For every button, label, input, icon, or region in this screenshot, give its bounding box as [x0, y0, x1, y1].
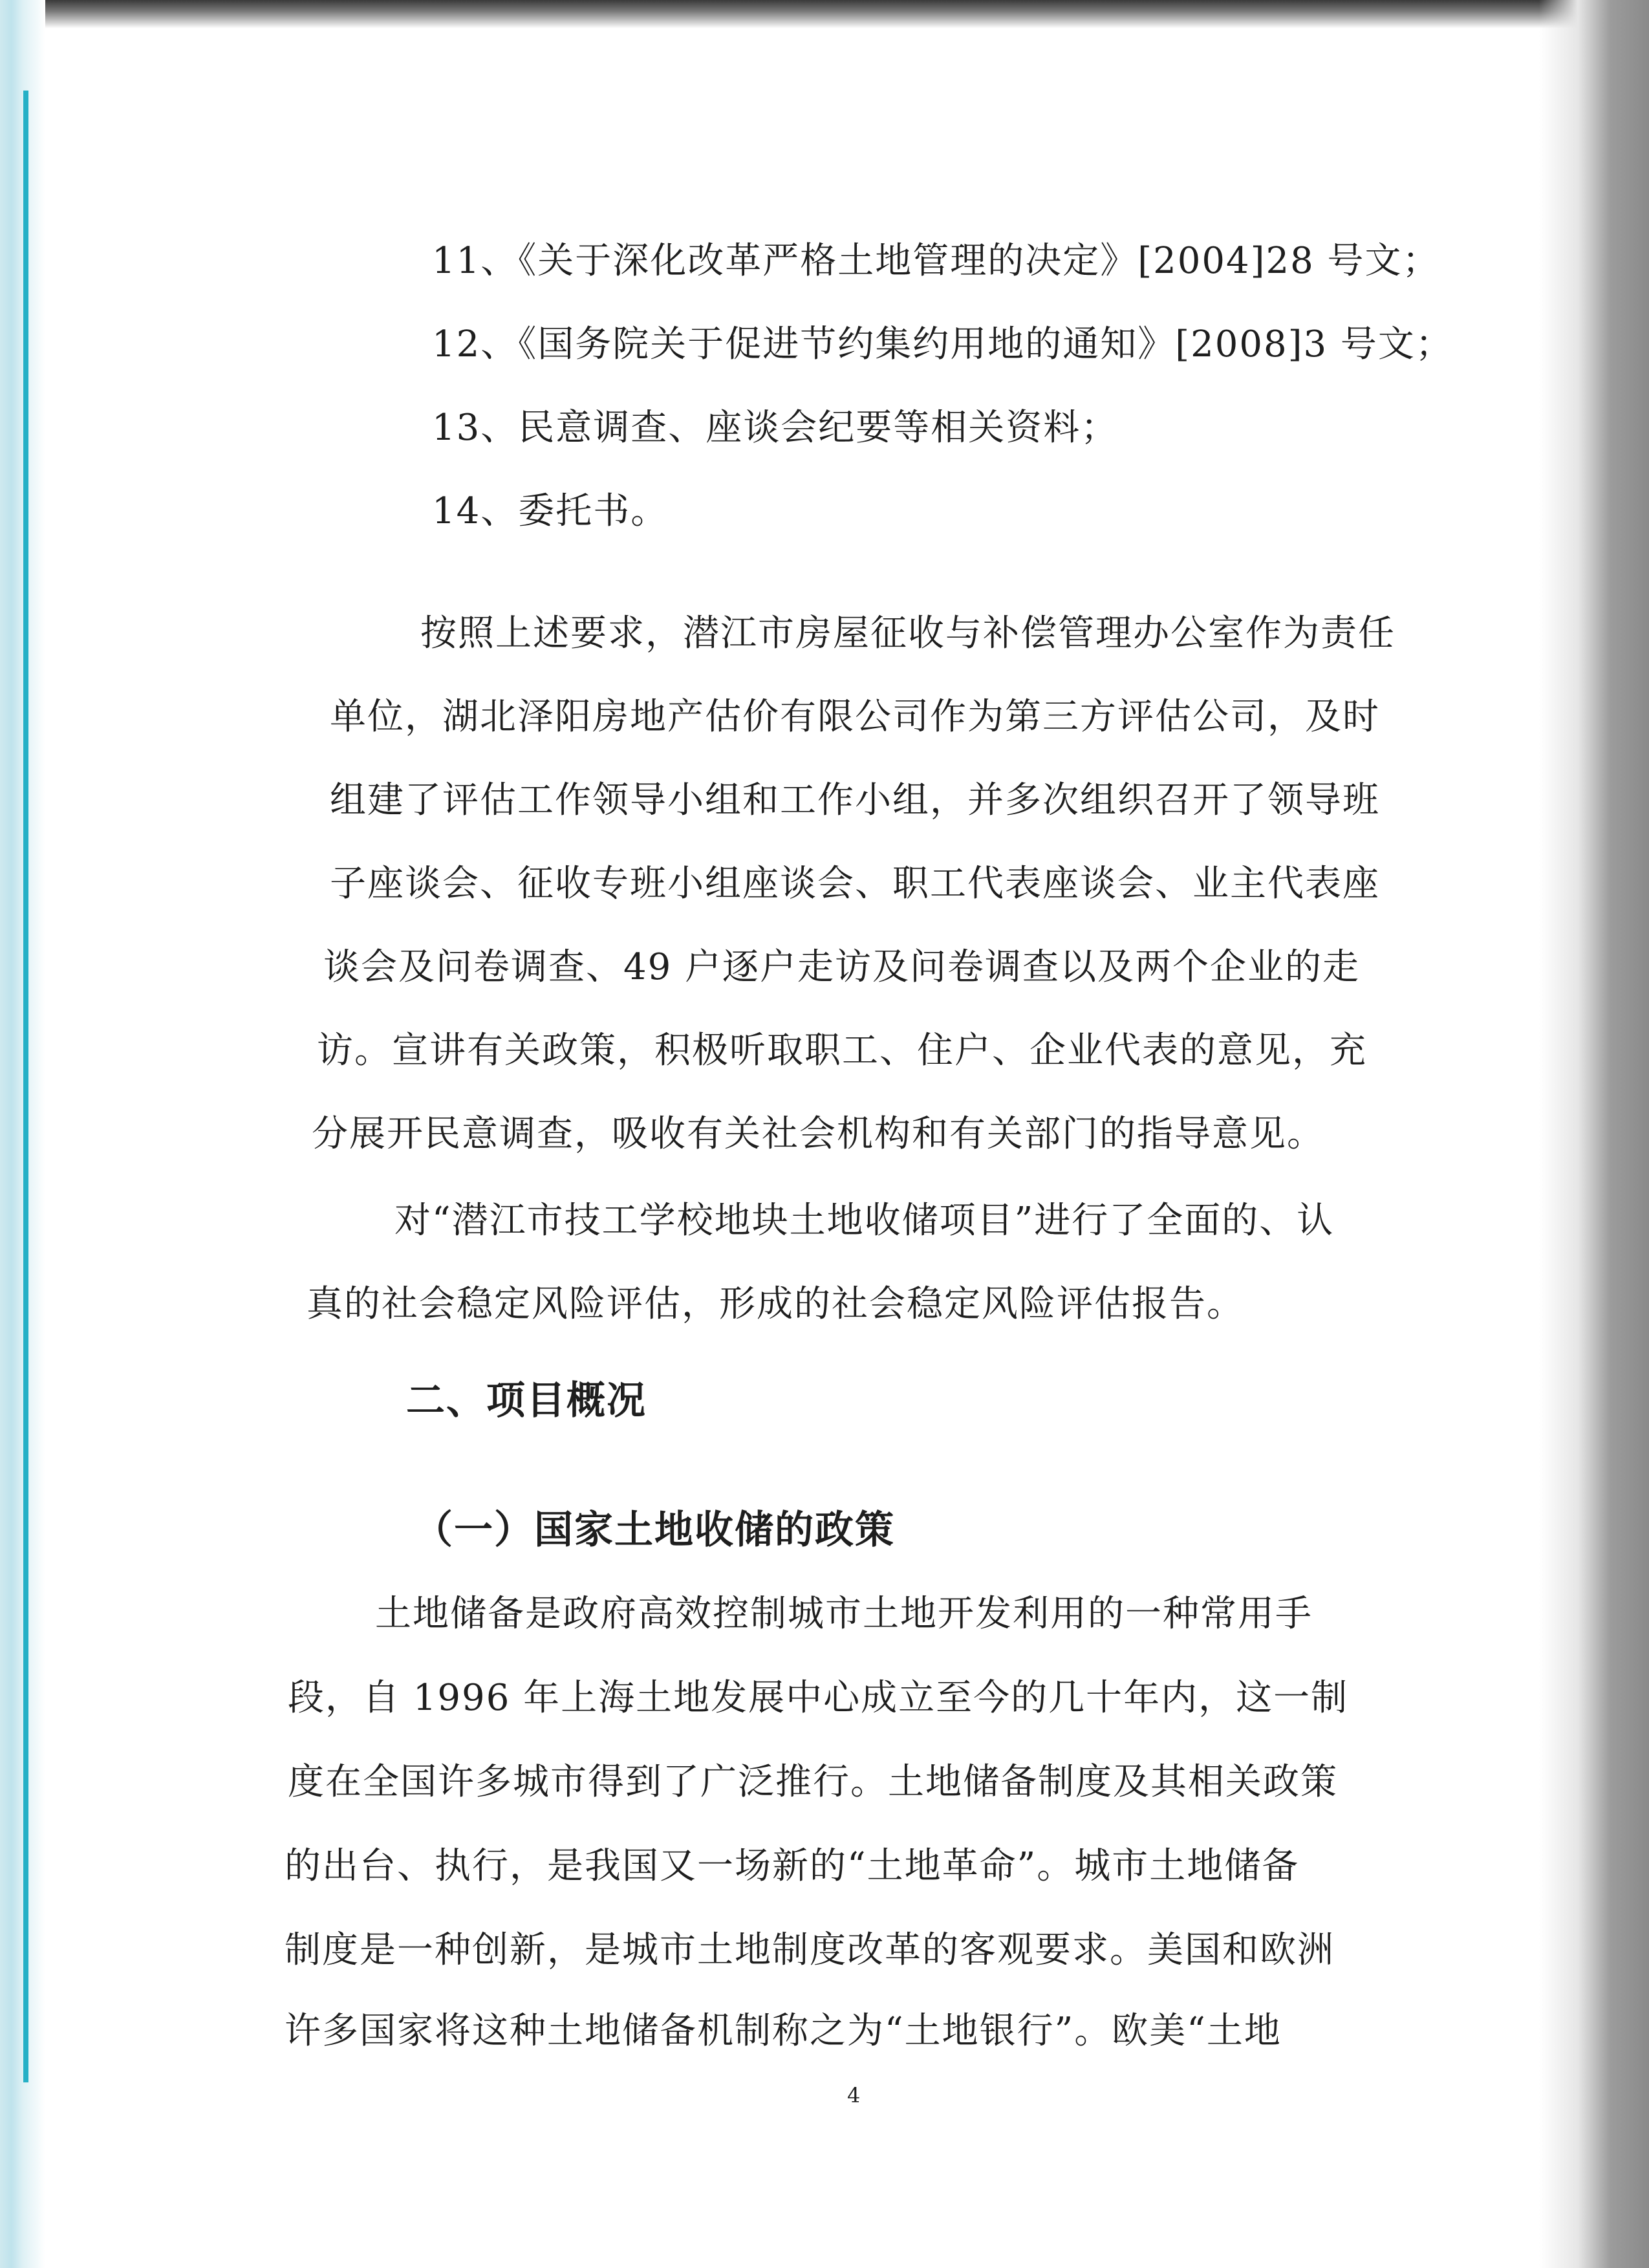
page-number: 4	[847, 2083, 861, 2108]
list-item: 14、委托书。	[432, 490, 669, 532]
subsection-heading: （一）国家土地收储的政策	[414, 1507, 895, 1553]
paragraph-line: 真的社会稳定风险评估，形成的社会稳定风险评估报告。	[307, 1283, 1244, 1325]
paragraph-line: 分展开民意调查，吸收有关社会机构和有关部门的指导意见。	[312, 1113, 1324, 1155]
paragraph-line: 单位，湖北泽阳房地产估价有限公司作为第三方评估公司，及时	[330, 696, 1380, 738]
paragraph-line: 谈会及问卷调查、49 户逐户走访及问卷调查以及两个企业的走	[323, 946, 1361, 988]
paragraph-line: 访。宣讲有关政策，积极听取职工、住户、企业代表的意见，充	[317, 1030, 1367, 1072]
list-item: 12、《国务院关于促进节约集约用地的通知》[2008]3 号文；	[432, 323, 1453, 365]
paragraph-line: 的出台、执行，是我国又一场新的“土地革命”。城市土地储备	[285, 1845, 1300, 1887]
paragraph-line: 许多国家将这种土地储备机制称之为“土地银行”。欧美“土地	[285, 2010, 1282, 2052]
paragraph-line: 度在全国许多城市得到了广泛推行。土地储备制度及其相关政策	[288, 1761, 1338, 1803]
list-item: 11、《关于深化改革严格土地管理的决定》[2004]28 号文；	[432, 240, 1440, 282]
paragraph-line: 按照上述要求，潜江市房屋征收与补偿管理办公室作为责任	[420, 612, 1396, 654]
section-heading: 二、项目概况	[406, 1378, 647, 1423]
list-item: 13、民意调查、座谈会纪要等相关资料；	[432, 407, 1119, 449]
paragraph-line: 段，自 1996 年上海土地发展中心成立至今的几十年内，这一制	[288, 1677, 1349, 1719]
paragraph-line: 制度是一种创新，是城市土地制度改革的客观要求。美国和欧洲	[285, 1929, 1335, 1971]
paragraph-line: 子座谈会、征收专班小组座谈会、职工代表座谈会、业主代表座	[330, 863, 1380, 905]
paragraph-line: 土地储备是政府高效控制城市土地开发利用的一种常用手	[375, 1593, 1313, 1635]
paragraph-line: 组建了评估工作领导小组和工作小组，并多次组织召开了领导班	[330, 779, 1380, 821]
paragraph-line: 对“潜江市技工学校地块土地收储项目”进行了全面的、认	[394, 1200, 1335, 1242]
